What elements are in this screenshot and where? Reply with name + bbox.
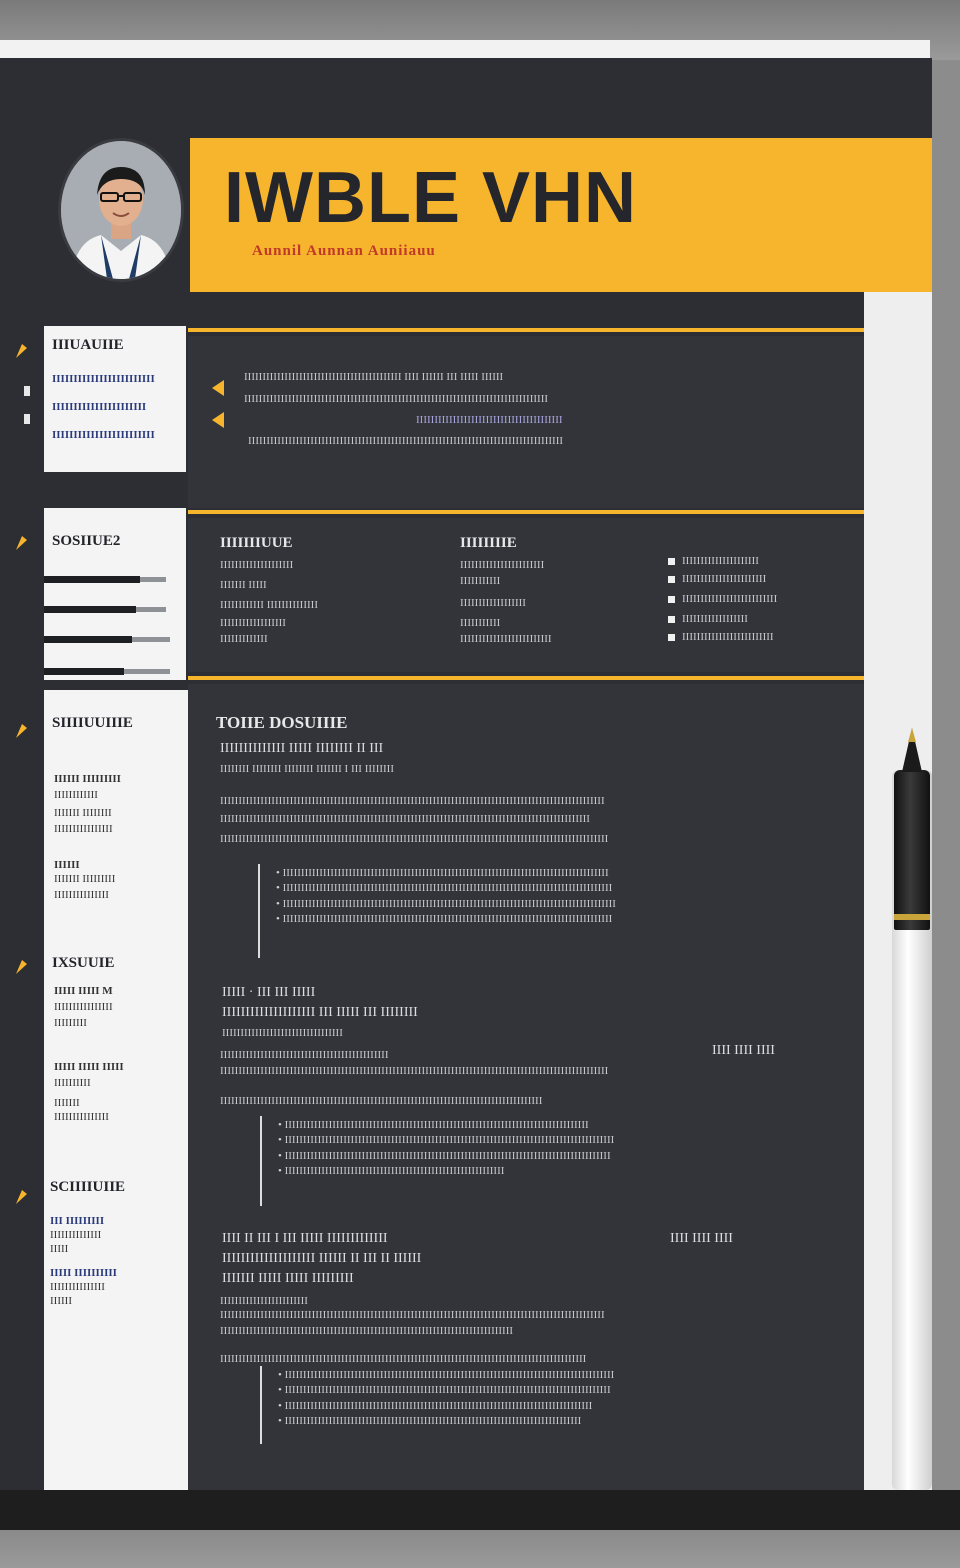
sidebar-line: IIIIIIIIIIIIIII	[50, 1281, 105, 1293]
sidebar-section-title: SOSIIUE2	[52, 533, 121, 549]
job-bullet: • IIIIIIIIIIIIIIIIIIIIIIIIIIIIIIIIIIIIIIIIIIIIIIIIIIIIIIIIIIIIIIIIIIIIIIIIIIIIIIIIIIIIIIIIII	[278, 1368, 798, 1383]
info-line: IIIIIII IIIII	[220, 579, 267, 591]
sidebar-line: IIIIIIIIIIIIIIIIIIIIII	[52, 401, 147, 413]
experience-title: TOIIE DOSUIIIE	[216, 713, 348, 732]
candidate-name: IWBLE VHN	[224, 158, 637, 238]
skill-bar	[44, 606, 136, 613]
section-divider	[188, 510, 864, 514]
job-heading: IIII II III I III IIIII IIIIIIIIIIIII	[222, 1231, 388, 1246]
timeline-line	[260, 1116, 262, 1206]
job-company: IIIIIIIIIIIIIIIIIIII IIIIII II III II IIIIII	[222, 1251, 422, 1266]
pen-nib	[908, 728, 916, 742]
skill-bar-remainder	[140, 577, 166, 582]
job-bullet-list	[276, 866, 796, 928]
job-heading: IIIIIIIIIIIIII IIIII IIIIIIII II III	[220, 741, 384, 756]
info-line: IIIIIIIIIIIIIIIIIIIIIII	[460, 559, 545, 571]
sidebar-line: IIIIIIIIIIIIII	[50, 1229, 102, 1241]
pointer-icon	[212, 412, 224, 428]
bookmark-icon	[14, 342, 28, 360]
job-desc-line: IIIIIIIIIIIIIIIIIIIIIIIIIIIIIIIIIIIIIIIIIIIIIIIIIIIIIIIIIIIIIIIIIIIIIIIIIIIIIIIIIIIIIIIIIIIIIIIIIIIIIIIII	[220, 795, 605, 807]
job-bullet-list	[278, 1368, 798, 1430]
sidebar-line: IIIIIIIIII	[54, 1077, 91, 1089]
job-date: IIII IIII IIII	[712, 1043, 775, 1058]
pen-ring	[894, 914, 930, 920]
job-bullet: • IIIIIIIIIIIIIIIIIIIIIIIIIIIIIIIIIIIIIIIIIIIIIIIIIIIIIIIIIIIIIIIIIIIIIIIIIIIIIIIIIIIIIIIIII	[276, 881, 796, 896]
info-line: IIIIIIIIIIIIIIIIIIIIIII	[682, 573, 767, 585]
job-desc-line: IIIIIIIIIIIIIIIIIIIIIIIIIIIIIIIIIIIIIIIIIIIIIIIIIIIIIIIIIIIIIIIIIIIIIIIIIIIIIIIIIIIIIIIIIIIIIIIIIIIIIIIIII	[220, 1065, 609, 1077]
pointer-icon	[212, 380, 224, 396]
sidebar-line: IIIIII	[54, 859, 80, 871]
skill-bar-remainder	[132, 637, 170, 642]
job-bullet: • IIIIIIIIIIIIIIIIIIIIIIIIIIIIIIIIIIIIIIIIIIIIIIIIIIIIIIIIIIII	[278, 1164, 804, 1179]
section-divider	[188, 328, 864, 332]
skill-bar	[44, 636, 132, 643]
profile-line: IIIIIIIIIIIIIIIIIIIIIIIIIIIIIIIIIIIIIIIIIII IIII IIIIII III IIIII IIIIII	[244, 371, 504, 383]
bookmark-icon	[14, 534, 28, 552]
skill-bar	[44, 668, 124, 675]
sidebar-line: IIIII IIIII IIIII	[54, 1061, 124, 1073]
timeline-line	[260, 1366, 262, 1444]
sidebar-line: IIIIIII IIIIIIIII	[54, 873, 116, 885]
sidebar-line: IIIII IIIIIIIIII	[50, 1267, 117, 1279]
sidebar-line: IIIIII	[50, 1295, 72, 1307]
job-desc-line: IIIIIIIIIIIIIIIIIIIIIIIIIIIIIIIIIIIIIIIIIIIIIIIIIIIIIIIIIIIIIIIIIIIIIIIIIIIIIIIIIIIIIIII	[220, 1095, 543, 1107]
info-line: IIIIIIIIIII	[460, 617, 501, 629]
info-column-title: IIIIIIIIE	[460, 535, 517, 551]
info-line: IIIIIIIIIIII IIIIIIIIIIIIII	[220, 599, 318, 611]
desk-surface	[0, 1490, 960, 1568]
job-company: IIIIIIIIIIIIIIIIIIII III IIIII III IIIIIIII	[222, 1005, 418, 1020]
sidebar-line: IIIIIIIIIIII	[54, 789, 98, 801]
info-line: IIIIIIIIIIIIIIIIII	[682, 613, 748, 625]
job-bullet-list	[278, 1118, 804, 1180]
info-line: IIIIIIIIIIIII	[220, 633, 268, 645]
checkbox-icon	[668, 576, 675, 583]
sidebar-dot	[24, 414, 30, 424]
bookmark-icon	[14, 1188, 28, 1206]
info-line: IIIIIIIIIIIIIIIIII	[460, 597, 526, 609]
skill-bar-remainder	[124, 669, 170, 674]
info-line: IIIIIIIIIIIIIIIIIIIIIIIIII	[682, 593, 778, 605]
info-line: IIIIIIIIIIIIIIIIIIIII	[682, 555, 759, 567]
checkbox-icon	[668, 558, 675, 565]
job-bullet: • IIIIIIIIIIIIIIIIIIIIIIIIIIIIIIIIIIIIIIIIIIIIIIIIIIIIIIIIIIIIIIIIIIIIIIIIIIIIIIIIIIIIIIIIII	[276, 912, 796, 927]
job-bullet: • IIIIIIIIIIIIIIIIIIIIIIIIIIIIIIIIIIIIIIIIIIIIIIIIIIIIIIIIIIIIIIIIIIIIIIIIIIIIIIIIIII	[278, 1118, 804, 1133]
info-column-title: IIIIIIIUUE	[220, 535, 293, 551]
sidebar-section-title: SIIIIUUIIIE	[52, 715, 133, 731]
job-desc-line: IIIIIIIIIIIIIIIIIIIIIIIIIIIIIIIIIIIIIIIIIIIIIIIIIIIIIIIIIIIIIIIIIIIIIIIIIIIIIIIIIIIIIIIIIIIIIIIIIIII	[220, 1353, 587, 1365]
sidebar-line: IIIIIIIIIIIIIIII	[54, 1001, 113, 1013]
sidebar-line: IIIIIII IIIIIIII	[54, 807, 112, 819]
timeline-line	[258, 864, 260, 958]
sidebar-dot	[24, 386, 30, 396]
sidebar-line: IIIIII IIIIIIIII	[54, 773, 121, 785]
profile-line: IIIIIIIIIIIIIIIIIIIIIIIIIIIIIIIIIIIIIIIIIIIIIIIIIIIIIIIIIIIIIIIIIIIIIIIIIIIIIIIIIIIIII	[248, 435, 564, 447]
info-line: IIIIIIIIIIIIIIIIIIIIIIIII	[460, 633, 552, 645]
person-portrait-icon	[61, 141, 181, 279]
job-desc-line: IIIIIIIIIIIIIIIIIIIIIIII	[220, 1295, 308, 1307]
section-divider	[188, 676, 864, 680]
checkbox-icon	[668, 634, 675, 641]
job-role: IIIIIII IIIII IIIII IIIIIIIII	[222, 1271, 354, 1286]
info-line: IIIIIIIIIII	[460, 575, 501, 587]
job-bullet: • IIIIIIIIIIIIIIIIIIIIIIIIIIIIIIIIIIIIIIIIIIIIIIIIIIIIIIIIIIIIIIIIIIIIIIIIIIIIIIIIIIIIIIIIII	[278, 1133, 804, 1148]
job-desc-line: IIIIIIIIIIIIIIIIIIIIIIIIIIIIIIIIIIIIIIIIIIIIIIIIIIIIIIIIIIIIIIIIIIIIIIIIIIIIIIIIIIIIIIIIIIIIIIIIIIIII	[220, 813, 590, 825]
info-line: IIIIIIIIIIIIIIIIIIIIIIIII	[682, 631, 774, 643]
avatar	[58, 138, 184, 282]
sidebar-line: IIIIIIIIIIIIIIII	[54, 823, 113, 835]
skill-bar	[44, 576, 140, 583]
job-bullet: • IIIIIIIIIIIIIIIIIIIIIIIIIIIIIIIIIIIIIIIIIIIIIIIIIIIIIIIIIIIIIIIIIIIIIIIIIIIIIIIIIIIIIIIII	[276, 866, 796, 881]
profile-line: IIIIIIIIIIIIIIIIIIIIIIIIIIIIIIIIIIIIIIIIIIIIIIIIIIIIIIIIIIIIIIIIIIIIIIIIIIIIIIIIIII	[244, 393, 549, 405]
sidebar-line: IIIII	[50, 1243, 69, 1255]
info-line: IIIIIIIIIIIIIIIIII	[220, 617, 286, 629]
checkbox-icon	[668, 616, 675, 623]
sidebar-line: IIIIIIIIIIIIIII	[54, 1111, 109, 1123]
job-bullet: • IIIIIIIIIIIIIIIIIIIIIIIIIIIIIIIIIIIIIIIIIIIIIIIIIIIIIIIIIIIIIIIIIIIIIIIIIIIIIIIIIIIIIIIII	[278, 1383, 798, 1398]
sidebar-line: IIIIIIIIIIIIIIIIIIIIIIII	[52, 373, 155, 385]
info-line: IIIIIIIIIIIIIIIIIIII	[220, 559, 294, 571]
skill-bar-remainder	[136, 607, 166, 612]
sidebar-line: IIIII IIIII M	[54, 985, 113, 997]
pen-cap	[894, 770, 930, 930]
bookmark-icon	[14, 722, 28, 740]
job-desc-line: IIIIIIIIIIIIIIIIIIIIIIIIIIIIIIIIIIIIIIIIIIIIII	[220, 1049, 389, 1061]
job-bullet: • IIIIIIIIIIIIIIIIIIIIIIIIIIIIIIIIIIIIIIIIIIIIIIIIIIIIIIIIIIIIIIIIIIIIIIIIIIIIIIIII	[278, 1414, 798, 1429]
sidebar-line: IIIIIII	[54, 1097, 80, 1109]
sidebar-line: IIIIIIIIIIIIIIIIIIIIIIII	[52, 429, 155, 441]
sidebar-section-title: IIIUAUIIE	[52, 337, 124, 353]
job-bullet: • IIIIIIIIIIIIIIIIIIIIIIIIIIIIIIIIIIIIIIIIIIIIIIIIIIIIIIIIIIIIIIIIIIIIIIIIIIIIIIIIIIII	[278, 1399, 798, 1414]
job-heading: IIIII · III III IIIII	[222, 985, 316, 1000]
job-desc-line: IIIIIIIIIIIIIIIIIIIIIIIIIIIIIIIIIIIIIIIIIIIIIIIIIIIIIIIIIIIIIIIIIIIIIIIIIIIIIIIIIIIIIIIIIIIIIIIIIIIIIIIIII	[220, 833, 609, 845]
job-date: IIII IIII IIII	[670, 1231, 733, 1246]
job-desc-line: IIIIIIIIIIIIIIIIIIIIIIIIIIIIIIIIIIIIIIIIIIIIIIIIIIIIIIIIIIIIIIIIIIIIIIIIIIIIIIII	[220, 1325, 514, 1337]
bookmark-icon	[14, 958, 28, 976]
job-bullet: • IIIIIIIIIIIIIIIIIIIIIIIIIIIIIIIIIIIIIIIIIIIIIIIIIIIIIIIIIIIIIIIIIIIIIIIIIIIIIIIIIIIIIIIIIII	[276, 897, 796, 912]
profile-line: IIIIIIIIIIIIIIIIIIIIIIIIIIIIIIIIIIIIIIII	[416, 414, 563, 426]
job-bullet: • IIIIIIIIIIIIIIIIIIIIIIIIIIIIIIIIIIIIIIIIIIIIIIIIIIIIIIIIIIIIIIIIIIIIIIIIIIIIIIIIIIIIIIIII	[278, 1149, 804, 1164]
sidebar-line: IIIIIIIIIIIIIII	[54, 889, 109, 901]
sidebar-line: III IIIIIIIII	[50, 1215, 105, 1227]
sidebar-section-title: SCIIIIUIIE	[50, 1179, 126, 1195]
sidebar-section-title: IXSUUIE	[52, 955, 115, 971]
job-desc-line: IIIIIIIIIIIIIIIIIIIIIIIIIIIIIIIIIIIIIIIIIIIIIIIIIIIIIIIIIIIIIIIIIIIIIIIIIIIIIIIIIIIIIIIIIIIIIIIIIIIIIIIII	[220, 1309, 605, 1321]
job-role: IIIIIIIIIIIIIIIIIIIIIIIIIIIIIIIII	[222, 1027, 343, 1039]
sidebar-line: IIIIIIIII	[54, 1017, 87, 1029]
job-company: IIIIIIII IIIIIIII IIIIIIII IIIIIII I III IIIIIIII	[220, 763, 395, 775]
checkbox-icon	[668, 596, 675, 603]
candidate-subtitle: Aunnil Aunnan Auniiauu	[252, 243, 436, 259]
